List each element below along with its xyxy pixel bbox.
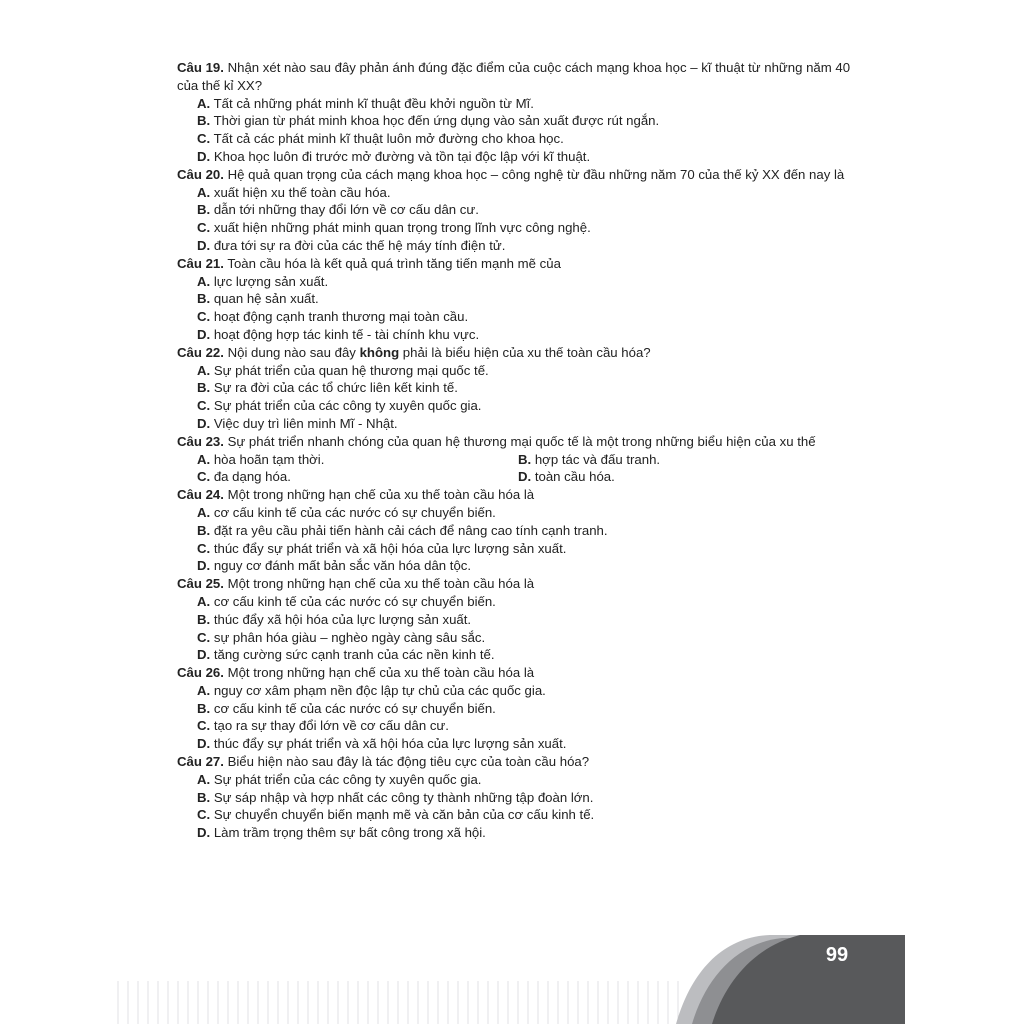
question-number: Câu 27. xyxy=(177,754,224,770)
option-c xyxy=(177,540,867,558)
question-stem-text: Toàn cầu hóa là kết quả quá trình tăng tiến mạnh mẽ của xyxy=(223,255,561,271)
question-number: Câu 23. xyxy=(177,433,224,449)
option-letter: D. xyxy=(518,469,532,485)
option-letter: C. xyxy=(197,398,211,414)
option-text: Sự sáp nhập và hợp nhất các công ty thành những tập đoàn lớn. xyxy=(210,789,594,805)
option-a xyxy=(177,362,867,380)
option-letter: D. xyxy=(197,736,211,752)
option-letter: C. xyxy=(197,807,211,823)
question-stem-text: Một trong những hạn chế của xu thế toàn cầu hóa là xyxy=(223,576,535,592)
option-letter: A. xyxy=(197,273,211,289)
option-text: hoạt động cạnh tranh thương mại toàn cầu. xyxy=(210,309,469,325)
option-b xyxy=(177,112,867,130)
option-text: Việc duy trì liên minh Mĩ - Nhật. xyxy=(210,415,398,431)
question-number: Câu 19. xyxy=(177,60,224,75)
option-c xyxy=(177,219,867,237)
question-19 xyxy=(177,59,867,166)
question-stem xyxy=(177,664,867,682)
option-text: Thời gian từ phát minh khoa học đến ứng dụng vào sản xuất được rút ngắn. xyxy=(210,113,660,129)
option-d xyxy=(518,468,839,486)
option-text: thúc đẩy xã hội hóa của lực lượng sản xuất. xyxy=(210,611,472,627)
question-25 xyxy=(177,575,867,664)
option-text: xuất hiện những phát minh quan trọng trong lĩnh vực công nghệ. xyxy=(210,220,591,236)
option-letter: B. xyxy=(197,113,211,129)
option-b xyxy=(177,201,867,219)
option-letter: A. xyxy=(197,593,211,609)
option-a xyxy=(177,593,867,611)
option-d xyxy=(177,326,867,344)
option-b xyxy=(177,379,867,397)
option-a xyxy=(177,95,867,113)
option-a xyxy=(177,682,867,700)
option-c xyxy=(177,717,867,735)
option-text: Tất cả những phát minh kĩ thuật đều khởi nguồn từ Mĩ. xyxy=(210,95,534,111)
option-letter: B. xyxy=(197,611,211,627)
option-c xyxy=(177,130,867,148)
option-letter: B. xyxy=(197,291,211,307)
option-letter: A. xyxy=(197,682,211,698)
option-letter: A. xyxy=(197,362,211,378)
question-number: Câu 20. xyxy=(177,166,224,182)
question-26 xyxy=(177,664,867,753)
option-text: cơ cấu kinh tế của các nước có sự chuyển biến. xyxy=(210,593,496,609)
option-letter: D. xyxy=(197,148,211,164)
option-c xyxy=(177,308,867,326)
question-stem-text: Nhận xét nào sau đây phản ánh đúng đặc điểm của cuộc cách mạng khoa học – kĩ thuật từ những năm 40 của thế kỉ XX? xyxy=(177,60,851,93)
option-a xyxy=(177,184,867,202)
question-stem-text: Nội dung nào sau đây xyxy=(223,344,360,360)
option-text: Làm trầm trọng thêm sự bất công trong xã hội. xyxy=(210,825,486,841)
option-text: Sự chuyển chuyển biến mạnh mẽ và căn bản của cơ cấu kinh tế. xyxy=(210,807,595,823)
option-d xyxy=(177,557,867,575)
option-letter: B. xyxy=(197,522,211,538)
question-stem-text: Sự phát triển nhanh chóng của quan hệ thương mại quốc tế là một trong những biểu hiện của xu thế xyxy=(223,433,816,449)
question-stem xyxy=(177,433,867,451)
question-stem-text: Một trong những hạn chế của xu thế toàn cầu hóa là xyxy=(223,665,535,681)
option-text: Sự ra đời của các tổ chức liên kết kinh tế. xyxy=(210,380,458,396)
option-text: lực lượng sản xuất. xyxy=(210,273,329,289)
option-letter: D. xyxy=(197,558,211,574)
option-letter: A. xyxy=(197,771,211,787)
question-list xyxy=(177,59,867,842)
option-row xyxy=(177,468,867,486)
option-text: Tất cả các phát minh kĩ thuật luôn mở đường cho khoa học. xyxy=(210,131,564,147)
option-text: Sự phát triển của quan hệ thương mại quốc tế. xyxy=(210,362,489,378)
option-text: nguy cơ đánh mất bản sắc văn hóa dân tộc. xyxy=(210,558,472,574)
option-letter: D. xyxy=(197,237,211,253)
page-number: 99 xyxy=(825,944,849,966)
option-c xyxy=(177,629,867,647)
question-number: Câu 26. xyxy=(177,665,224,681)
option-letter: C. xyxy=(197,469,211,485)
option-letter: D. xyxy=(197,647,211,663)
option-letter: A. xyxy=(197,504,211,520)
option-letter: D. xyxy=(197,326,211,342)
option-b xyxy=(177,290,867,308)
option-text: hoạt động hợp tác kinh tế - tài chính khu vực. xyxy=(210,326,480,342)
option-letter: C. xyxy=(197,629,211,645)
question-24 xyxy=(177,486,867,575)
option-text: tạo ra sự thay đổi lớn về cơ cấu dân cư. xyxy=(210,718,449,734)
question-stem-text: Hệ quả quan trọng của cách mạng khoa học – công nghệ từ đầu những năm 70 của thế kỷ XX đến nay là xyxy=(223,166,845,182)
option-text: đưa tới sự ra đời của các thế hệ máy tính điện tử. xyxy=(210,237,506,253)
option-d xyxy=(177,735,867,753)
option-d xyxy=(177,824,867,842)
option-letter: C. xyxy=(197,131,211,147)
option-b xyxy=(177,789,867,807)
option-text: đặt ra yêu cầu phải tiến hành cải cách để nâng cao tính cạnh tranh. xyxy=(210,522,608,538)
option-c xyxy=(197,468,518,486)
question-stem xyxy=(177,344,867,362)
option-text: quan hệ sản xuất. xyxy=(210,291,319,307)
option-letter: A. xyxy=(197,184,211,200)
question-stem-emphasis: không xyxy=(359,344,400,360)
option-a xyxy=(177,771,867,789)
option-d xyxy=(177,237,867,255)
option-a xyxy=(177,504,867,522)
option-row xyxy=(177,451,867,469)
option-text: dẫn tới những thay đổi lớn về cơ cấu dân cư. xyxy=(210,202,479,218)
option-text: toàn cầu hóa. xyxy=(531,469,615,485)
option-letter: C. xyxy=(197,718,211,734)
option-letter: A. xyxy=(197,451,211,467)
option-text: hòa hoãn tạm thời. xyxy=(210,451,325,467)
option-letter: C. xyxy=(197,309,211,325)
option-letter: C. xyxy=(197,220,211,236)
question-number: Câu 24. xyxy=(177,487,224,503)
option-text: Khoa học luôn đi trước mở đường và tồn tại độc lập với kĩ thuật. xyxy=(210,148,591,164)
option-letter: B. xyxy=(197,380,211,396)
question-23 xyxy=(177,433,867,486)
question-stem-text: Biểu hiện nào sau đây là tác động tiêu cực của toàn cầu hóa? xyxy=(223,754,590,770)
question-stem-text: Một trong những hạn chế của xu thế toàn cầu hóa là xyxy=(223,487,535,503)
question-stem xyxy=(177,166,867,184)
page-footer-decoration xyxy=(0,935,1024,1024)
option-text: xuất hiện xu thế toàn cầu hóa. xyxy=(210,184,391,200)
option-d xyxy=(177,415,867,433)
option-text: đa dạng hóa. xyxy=(210,469,291,485)
option-text: tăng cường sức cạnh tranh của các nền kinh tế. xyxy=(210,647,495,663)
question-27 xyxy=(177,753,867,842)
option-c xyxy=(177,397,867,415)
option-text: thúc đẩy sự phát triển và xã hội hóa của lực lượng sản xuất. xyxy=(210,736,567,752)
option-d xyxy=(177,646,867,664)
option-letter: B. xyxy=(197,700,211,716)
option-letter: C. xyxy=(197,540,211,556)
question-20 xyxy=(177,166,867,255)
question-stem xyxy=(177,486,867,504)
option-text: cơ cấu kinh tế của các nước có sự chuyển biến. xyxy=(210,504,496,520)
question-stem xyxy=(177,753,867,771)
footer-dotted-strip xyxy=(118,981,678,1024)
option-text: Sự phát triển của các công ty xuyên quốc gia. xyxy=(210,771,482,787)
option-d xyxy=(177,148,867,166)
question-stem xyxy=(177,575,867,593)
question-stem xyxy=(177,255,867,273)
question-22 xyxy=(177,344,867,433)
option-text: Sự phát triển của các công ty xuyên quốc gia. xyxy=(210,398,482,414)
option-letter: A. xyxy=(197,95,211,111)
option-a xyxy=(177,273,867,291)
option-b xyxy=(177,611,867,629)
option-letter: B. xyxy=(197,202,211,218)
option-a xyxy=(197,451,518,469)
question-number: Câu 22. xyxy=(177,344,224,360)
question-stem-text: phải là biểu hiện của xu thế toàn cầu hóa? xyxy=(399,344,651,360)
option-letter: D. xyxy=(197,825,211,841)
option-letter: B. xyxy=(197,789,211,805)
option-c xyxy=(177,806,867,824)
option-text: cơ cấu kinh tế của các nước có sự chuyển biến. xyxy=(210,700,496,716)
option-text: hợp tác và đấu tranh. xyxy=(531,451,661,467)
option-text: nguy cơ xâm phạm nền độc lập tự chủ của các quốc gia. xyxy=(210,682,546,698)
option-b xyxy=(177,522,867,540)
option-text: sự phân hóa giàu – nghèo ngày càng sâu sắc. xyxy=(210,629,486,645)
question-number: Câu 25. xyxy=(177,576,224,592)
option-letter: D. xyxy=(197,415,211,431)
option-text: thúc đẩy sự phát triển và xã hội hóa của lực lượng sản xuất. xyxy=(210,540,567,556)
option-letter: B. xyxy=(518,451,532,467)
option-b xyxy=(177,700,867,718)
question-stem xyxy=(177,59,867,95)
question-21 xyxy=(177,255,867,344)
option-b xyxy=(518,451,839,469)
question-number: Câu 21. xyxy=(177,255,224,271)
